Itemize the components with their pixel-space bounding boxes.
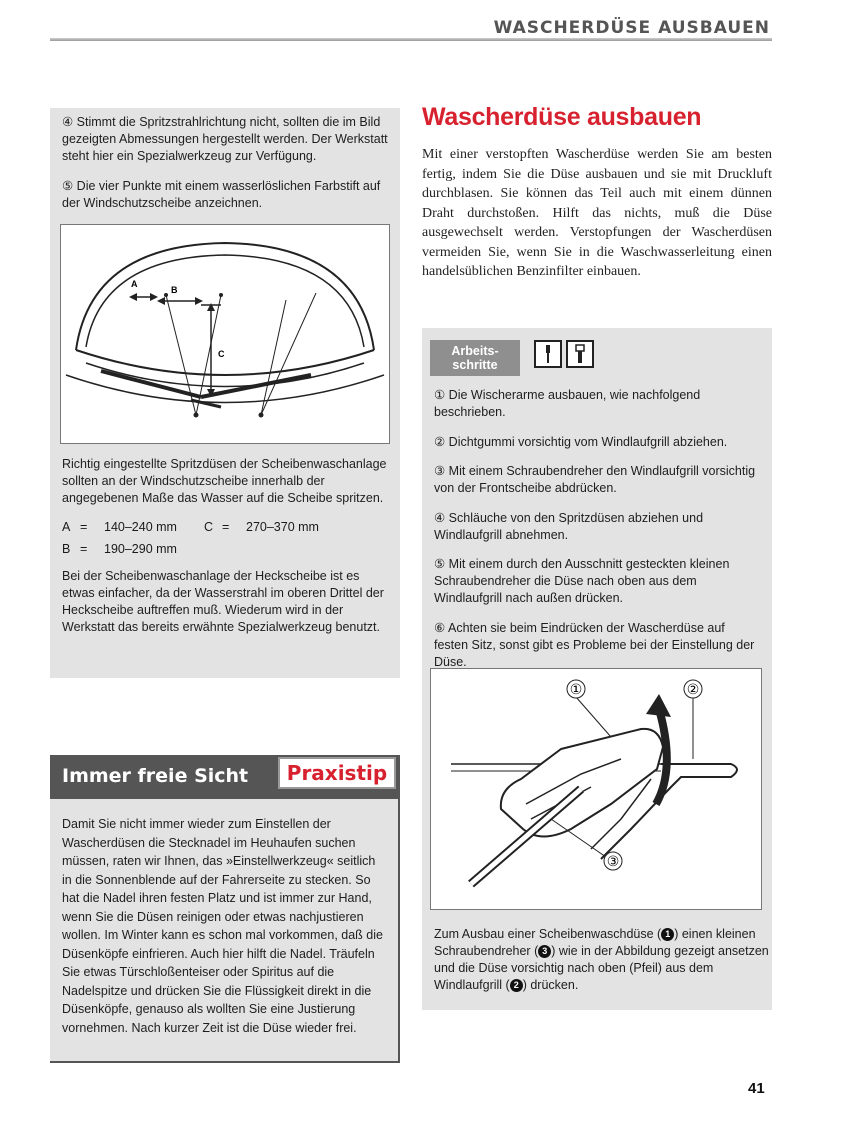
step-5-text: ⑤ Die vier Punkte mit einem wasserlöslichen Farbstift auf der Windschutzscheibe anzeichnen. — [62, 178, 381, 210]
section-header-title: WASCHERDÜSE AUSBAUEN — [493, 18, 770, 38]
measure-eq: = — [80, 541, 88, 556]
measurement-row-1 — [50, 520, 400, 534]
diagram-label-b: B — [171, 285, 178, 295]
nozzle-diagram-svg — [431, 669, 761, 909]
caption-text: ) wie in der Abbildung gezeigt ansetzen und die Düse vorsichtig nach oben (Pfeil) aus dem Windlaufgrill ( — [434, 943, 769, 992]
step-4-text: ④ Stimmt die Spritzstrahlrichtung nicht, sollten die im Bild gezeigten Abmessungen hergestellt werden. Der Werkstatt steht hier ein Spezialwerkzeug zur Verfügung. — [62, 115, 388, 163]
tip-body-text: Damit Sie nicht immer wieder zum Einstellen der Wascherdüsen die Stecknadel im Heuhaufen suchen müssen, raten wir Ihnen, das »Einstellwerkzeug« seitlich in die Sonnenblende auf der Fahrerseite zu stecken. So hat die Nadel ihren festen Platz und ist immer zur Hand, wenn Sie die Düsen reinigen oder etwas nachjustieren wollen. Im Winter kann es schon mal vorkommen, daß die Düsenköpfe einfrieren. Auch hier hilft die Nadel. Träufeln Sie etwas Türschloßenteiser oder Spiritus auf die Nadelspitze und drücken Sie die Flüssigkeit direkt in die Düsenköpfe, genauso als wollten Sie eine Justierung vornehmen. Nach kurzer Zeit ist die Düse wieder frei. — [62, 817, 383, 1035]
work-step-3: ③ Mit einem Schraubendreher den Windlaufgrill vorsichtig von der Frontscheibe abdrücken. — [434, 464, 756, 495]
rear-washer-text: Bei der Scheibenwaschanlage der Heckscheibe ist es etwas einfacher, da der Wasserstrahl im oberen Drittel der Heckscheibe auftreffen muß. Wiederum wird in der Werkstatt das bereits erwähnte Spezialwerkzeug benutzt. — [62, 568, 384, 634]
tip-title: Immer freie Sicht — [62, 765, 249, 787]
practice-tip-box — [50, 755, 400, 1063]
work-step-5: ⑤ Mit einem durch den Ausschnitt gesteckten kleinen Schraubendreher die Düse nach oben aus dem Windlaufgrill nach außen drücken. — [434, 557, 730, 605]
measure-value: 270–370 mm — [246, 519, 319, 534]
measure-label: C — [204, 519, 214, 534]
nozzle-caption — [422, 926, 796, 994]
measurement-box — [50, 108, 400, 678]
article-title: Wascherdüse ausbauen — [422, 103, 702, 131]
measure-value: 140–240 mm — [104, 519, 177, 534]
caption-number-badge: 1 — [661, 928, 674, 941]
work-steps-box — [422, 328, 772, 1010]
work-step-2: ② Dichtgummi vorsichtig vom Windlaufgrill abziehen. — [434, 434, 728, 449]
page-number: 41 — [748, 1080, 765, 1097]
caption-text: ) einen kleinen Schraubendreher ( — [434, 926, 756, 958]
measure-eq: = — [222, 519, 230, 534]
tip-body — [50, 815, 398, 1037]
caption-text: Zum Ausbau einer Scheibenwaschdüse ( — [434, 926, 662, 941]
measurement-row-2 — [50, 542, 400, 556]
windshield-diagram — [60, 224, 390, 444]
caption-number-badge: 3 — [538, 945, 551, 958]
work-steps-badge: Arbeits- schritte — [430, 340, 520, 376]
header-rule — [50, 38, 772, 41]
measure-label: A — [62, 519, 71, 534]
tip-badge: Praxistip — [278, 757, 396, 789]
measure-value: 190–290 mm — [104, 541, 177, 556]
measure-label: B — [62, 541, 71, 556]
work-step-4: ④ Schläuche von den Spritzdüsen abziehen und Windlaufgrill abnehmen. — [434, 510, 704, 542]
diagram-label-a: A — [131, 279, 138, 289]
diagram-caption: Richtig eingestellte Spritzdüsen der Scheibenwaschanlage sollten an der Windschutzscheibe innerhalb der angegebenen Maße das Wasser auf die Scheibe spritzen. — [62, 457, 387, 505]
tip-header — [50, 755, 398, 799]
work-step-1: ① Die Wischerarme ausbauen, wie nachfolgend beschrieben. — [434, 388, 701, 419]
windshield-diagram-svg — [61, 225, 389, 443]
caption-text: ) drücken. — [522, 977, 579, 992]
nozzle-label-1: ① — [569, 682, 583, 698]
toolbox-icon — [566, 340, 594, 368]
measure-eq: = — [80, 519, 88, 534]
article-body: Mit einer verstopften Wascherdüse werden Sie am besten fertig, indem Sie die Düse ausbauen und sie mit Druckluft durchblasen. Sie können das Teil auch mit einem dünnen Draht durchstoßen. Hilft das nichts, muß die Düse ausgewechselt werden. Verstopfungen der Wascherdüsen vermeiden Sie, wenn Sie in die Waschwasserleitung einen handelsüblichen Benzinfilter einbauen. — [422, 147, 772, 279]
nozzle-label-3: ③ — [606, 854, 620, 870]
caption-number-badge: 2 — [510, 979, 523, 992]
nozzle-label-2: ② — [686, 682, 700, 698]
nozzle-diagram — [430, 668, 762, 910]
diagram-label-c: C — [218, 349, 225, 359]
work-step-6: ⑥ Achten sie beim Eindrücken der Wascherdüse auf festen Sitz, sonst gibt es Probleme bei der Einstellung der Düse. — [434, 620, 755, 669]
work-steps-list — [422, 380, 772, 683]
screwdriver-icon — [534, 340, 562, 368]
